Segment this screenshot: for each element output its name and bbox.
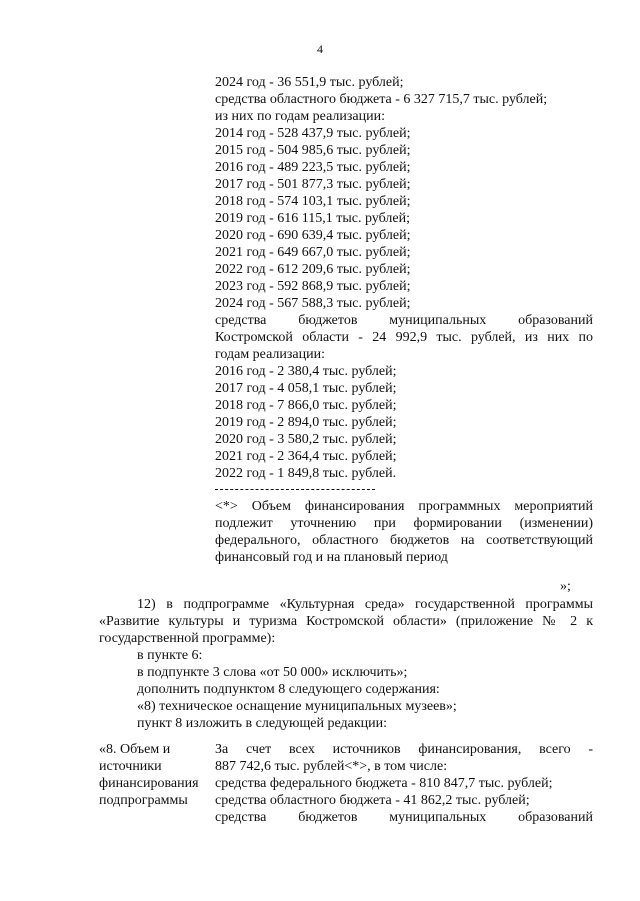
funding-line: 2017 год - 4 058,1 тыс. рублей; bbox=[215, 381, 397, 396]
footnote-line: подлежит уточнению при формировании (изменении) bbox=[215, 516, 593, 531]
closing-quote: »; bbox=[560, 579, 571, 594]
funding-line: 2019 год - 2 894,0 тыс. рублей; bbox=[215, 415, 397, 430]
paragraph-12 bbox=[99, 596, 593, 732]
funding-line: из них по годам реализации: bbox=[215, 109, 385, 124]
funding-line: 2021 год - 2 364,4 тыс. рублей; bbox=[215, 449, 397, 464]
table-value-cell bbox=[215, 741, 593, 826]
municipal-funds-line: годам реализации: bbox=[215, 347, 325, 362]
table-value-line: средства бюджетов муниципальных образований bbox=[215, 810, 593, 825]
funding-line: 2024 год - 567 588,3 тыс. рублей; bbox=[215, 296, 411, 311]
page-number: 4 bbox=[317, 42, 323, 56]
table-label-line: «8. Объем и bbox=[99, 742, 171, 757]
footnote-separator bbox=[215, 489, 375, 490]
funding-line: 2024 год - 36 551,9 тыс. рублей; bbox=[215, 75, 404, 90]
table-value-line: 887 742,6 тыс. рублей<*>, в том числе: bbox=[215, 759, 448, 774]
funding-line: 2022 год - 1 849,8 тыс. рублей. bbox=[215, 466, 397, 481]
paragraph-item: в подпункте 3 слова «от 50 000» исключить»; bbox=[137, 665, 408, 680]
funding-line: средства областного бюджета - 6 327 715,7 тыс. рублей; bbox=[215, 92, 548, 107]
table-label-line: финансирования bbox=[99, 776, 199, 791]
funding-line: 2018 год - 7 866,0 тыс. рублей; bbox=[215, 398, 397, 413]
funding-line: 2018 год - 574 103,1 тыс. рублей; bbox=[215, 194, 411, 209]
funding-line: 2023 год - 592 868,9 тыс. рублей; bbox=[215, 279, 411, 294]
footnote-line: федерального, областного бюджетов на соответствующий bbox=[215, 533, 593, 548]
municipal-funds-line: Костромской области - 24 992,9 тыс. рублей, из них по bbox=[215, 330, 593, 345]
funding-line: 2021 год - 649 667,0 тыс. рублей; bbox=[215, 245, 411, 260]
paragraph-line: 12) в подпрограмме «Культурная среда» государственной программы bbox=[137, 597, 593, 612]
paragraph-item: «8) техническое оснащение муниципальных музеев»; bbox=[137, 699, 457, 714]
paragraph-item: дополнить подпунктом 8 следующего содержания: bbox=[137, 682, 440, 697]
funding-line: 2020 год - 3 580,2 тыс. рублей; bbox=[215, 432, 397, 447]
table-label-line: источники bbox=[99, 759, 162, 774]
funding-line: 2016 год - 489 223,5 тыс. рублей; bbox=[215, 160, 411, 175]
municipal-funds-line: средства бюджетов муниципальных образований bbox=[215, 313, 593, 328]
funding-line: 2022 год - 612 209,6 тыс. рублей; bbox=[215, 262, 411, 277]
funding-continuation-block bbox=[215, 74, 593, 566]
table-value-line: средства областного бюджета - 41 862,2 тыс. рублей; bbox=[215, 793, 530, 808]
funding-line: 2020 год - 690 639,4 тыс. рублей; bbox=[215, 228, 411, 243]
paragraph-item: пункт 8 изложить в следующей редакции: bbox=[137, 716, 387, 731]
funding-line: 2017 год - 501 877,3 тыс. рублей; bbox=[215, 177, 411, 192]
table-value-line: За счет всех источников финансирования, всего - bbox=[215, 742, 593, 757]
funding-line: 2014 год - 528 437,9 тыс. рублей; bbox=[215, 126, 411, 141]
funding-line: 2016 год - 2 380,4 тыс. рублей; bbox=[215, 364, 397, 379]
footnote-line: <*> Объем финансирования программных мероприятий bbox=[215, 499, 593, 514]
paragraph-line: «Развитие культуры и туризма Костромской области» (приложение № 2 к bbox=[99, 614, 593, 629]
funding-line: 2015 год - 504 985,6 тыс. рублей; bbox=[215, 143, 411, 158]
table-label-line: подпрограммы bbox=[99, 793, 188, 808]
paragraph-line: государственной программе): bbox=[99, 631, 276, 646]
table-value-line: средства федерального бюджета - 810 847,7 тыс. рублей; bbox=[215, 776, 553, 791]
table-label-cell bbox=[99, 741, 211, 809]
footnote-line: финансовый год и на плановый период bbox=[215, 550, 448, 565]
paragraph-item: в пункте 6: bbox=[137, 648, 203, 663]
funding-line: 2019 год - 616 115,1 тыс. рублей; bbox=[215, 211, 410, 226]
